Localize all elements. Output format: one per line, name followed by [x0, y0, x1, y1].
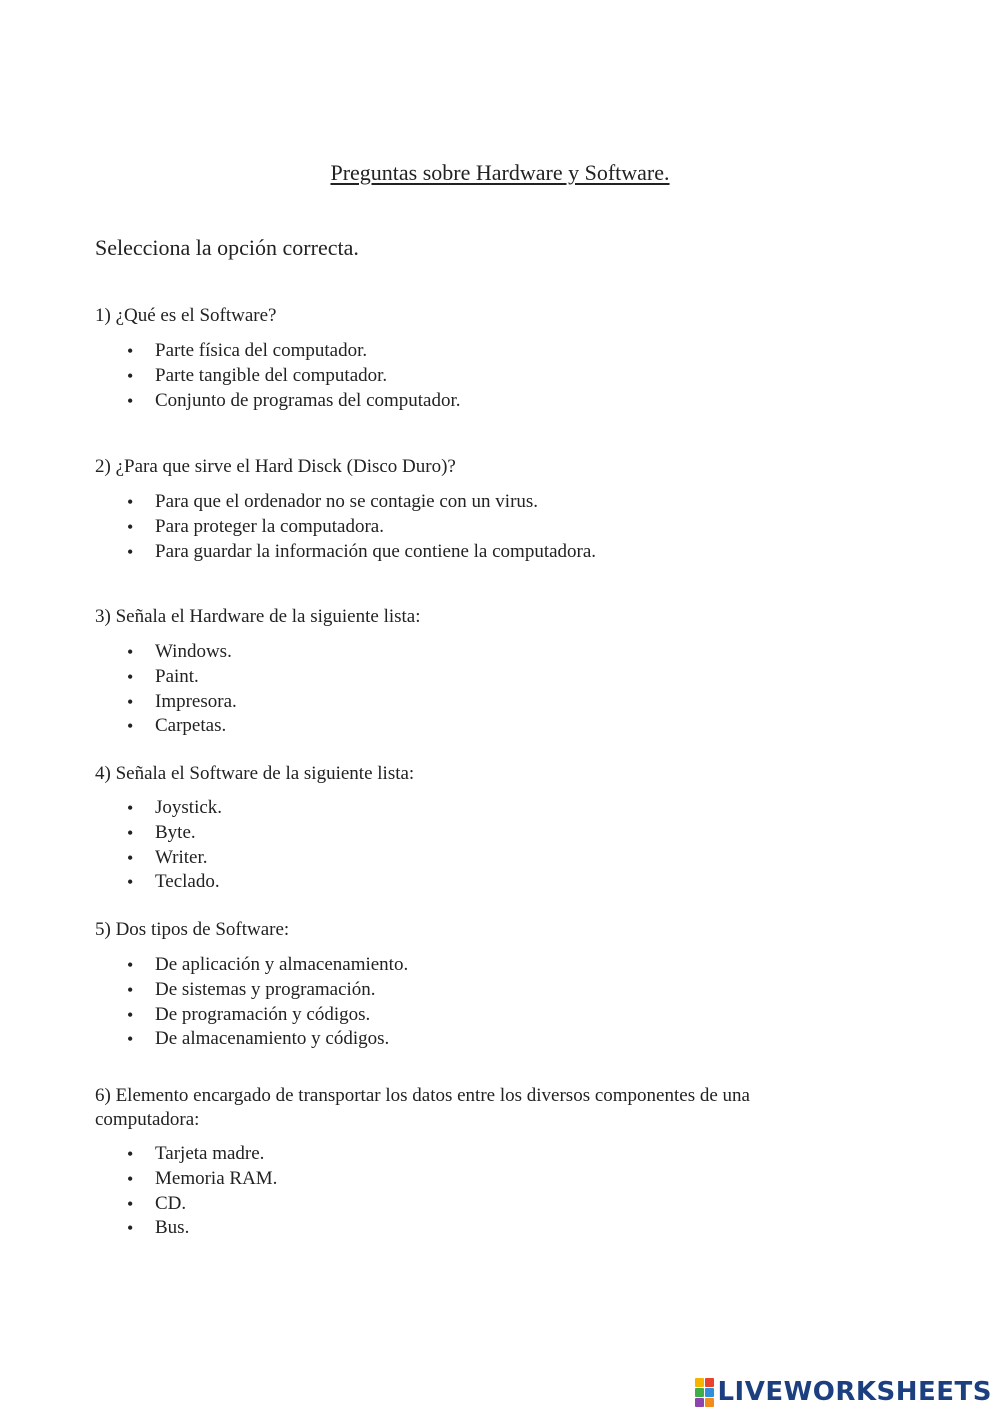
options-list: [95, 640, 815, 739]
question-text: 4) Señala el Software de la siguiente lista:: [95, 763, 415, 784]
option-label: De sistemas y programación.: [155, 978, 376, 1000]
option-item[interactable]: [95, 1216, 815, 1241]
option-item[interactable]: [95, 870, 815, 895]
bullet-icon: •: [127, 666, 134, 687]
bullet-icon: •: [127, 642, 134, 662]
option-item[interactable]: [95, 389, 815, 414]
bullet-icon: •: [127, 1168, 134, 1189]
bullet-icon: •: [127, 541, 134, 562]
question-6: [95, 1084, 815, 1241]
logo-block: [705, 1388, 714, 1397]
option-item[interactable]: [95, 339, 815, 364]
options-list: [95, 796, 815, 895]
option-label: Windows.: [155, 641, 232, 662]
option-item[interactable]: [95, 796, 815, 821]
bullet-icon: •: [127, 716, 134, 737]
option-label: Parte física del computador.: [155, 340, 368, 361]
option-item[interactable]: [95, 821, 815, 846]
bullet-icon: •: [127, 872, 134, 893]
option-label: Tarjeta madre.: [155, 1143, 265, 1164]
options-list: [95, 953, 815, 1052]
option-item[interactable]: [95, 490, 815, 515]
instruction-text: Selecciona la opción correcta.: [95, 235, 359, 260]
question-4: [95, 762, 815, 895]
option-label: CD.: [155, 1192, 187, 1214]
question-3: [95, 605, 815, 739]
option-label: De almacenamiento y códigos.: [155, 1028, 390, 1050]
bullet-icon: •: [127, 1004, 134, 1025]
question-2: [95, 455, 815, 564]
option-item[interactable]: [95, 714, 815, 739]
option-item[interactable]: [95, 1027, 815, 1052]
question-text: 2) ¿Para que sirve el Hard Disck (Disco Duro)?: [95, 456, 456, 477]
option-item[interactable]: [95, 1003, 815, 1028]
liveworksheets-logo: [695, 1375, 992, 1409]
option-label: Writer.: [155, 846, 208, 868]
option-item[interactable]: [95, 640, 815, 665]
option-item[interactable]: [95, 1192, 815, 1217]
option-item[interactable]: [95, 515, 815, 540]
question-1: [95, 304, 815, 413]
option-item[interactable]: [95, 690, 815, 715]
bullet-icon: •: [127, 516, 134, 537]
bullet-icon: •: [127, 1029, 134, 1050]
logo-blocks-icon: [695, 1378, 714, 1407]
bullet-icon: •: [127, 822, 134, 843]
bullet-icon: •: [127, 1218, 134, 1239]
options-list: [95, 339, 815, 413]
bullet-icon: •: [127, 390, 134, 411]
logo-block: [695, 1388, 704, 1397]
bullet-icon: •: [127, 798, 134, 818]
logo-text: LIVEWORKSHEETS: [717, 1377, 992, 1407]
question-text: 3) Señala el Hardware de la siguiente lista:: [95, 606, 421, 627]
option-label: Bus.: [155, 1217, 190, 1239]
option-item[interactable]: [95, 953, 815, 978]
question-5: [95, 918, 815, 1052]
option-label: Para guardar la información que contiene la computadora.: [155, 540, 597, 562]
question-text: 6) Elemento encargado de transportar los datos entre los diversos componentes de una computadora:: [95, 1085, 750, 1130]
question-text: 1) ¿Qué es el Software?: [95, 305, 277, 326]
option-label: Parte tangible del computador.: [155, 364, 388, 386]
option-item[interactable]: [95, 846, 815, 871]
option-item[interactable]: [95, 665, 815, 690]
page-title: Preguntas sobre Hardware y Software.: [330, 160, 670, 185]
option-label: Impresora.: [155, 690, 237, 712]
question-text: 5) Dos tipos de Software:: [95, 919, 290, 940]
option-label: Carpetas.: [155, 715, 227, 737]
bullet-icon: •: [127, 1193, 134, 1214]
option-label: Para proteger la computadora.: [155, 515, 384, 537]
options-list: [95, 1142, 815, 1241]
bullet-icon: •: [127, 979, 134, 1000]
option-label: Paint.: [155, 665, 199, 687]
logo-block: [705, 1378, 714, 1387]
option-item[interactable]: [95, 364, 815, 389]
option-item[interactable]: [95, 1167, 815, 1192]
option-label: Conjunto de programas del computador.: [155, 389, 461, 411]
option-item[interactable]: [95, 978, 815, 1003]
bullet-icon: •: [127, 1144, 134, 1164]
option-label: De aplicación y almacenamiento.: [155, 954, 409, 975]
option-label: Teclado.: [155, 871, 220, 893]
bullet-icon: •: [127, 341, 134, 361]
bullet-icon: •: [127, 955, 134, 975]
bullet-icon: •: [127, 847, 134, 868]
bullet-icon: •: [127, 492, 134, 512]
options-list: [95, 490, 815, 564]
option-label: Byte.: [155, 821, 196, 843]
option-label: Joystick.: [155, 797, 223, 818]
option-item[interactable]: [95, 540, 815, 565]
bullet-icon: •: [127, 365, 134, 386]
option-label: De programación y códigos.: [155, 1003, 371, 1025]
option-label: Para que el ordenador no se contagie con un virus.: [155, 491, 539, 512]
logo-block: [695, 1398, 704, 1407]
bullet-icon: •: [127, 691, 134, 712]
option-item[interactable]: [95, 1142, 815, 1167]
option-label: Memoria RAM.: [155, 1167, 278, 1189]
logo-block: [695, 1378, 704, 1387]
logo-block: [705, 1398, 714, 1407]
